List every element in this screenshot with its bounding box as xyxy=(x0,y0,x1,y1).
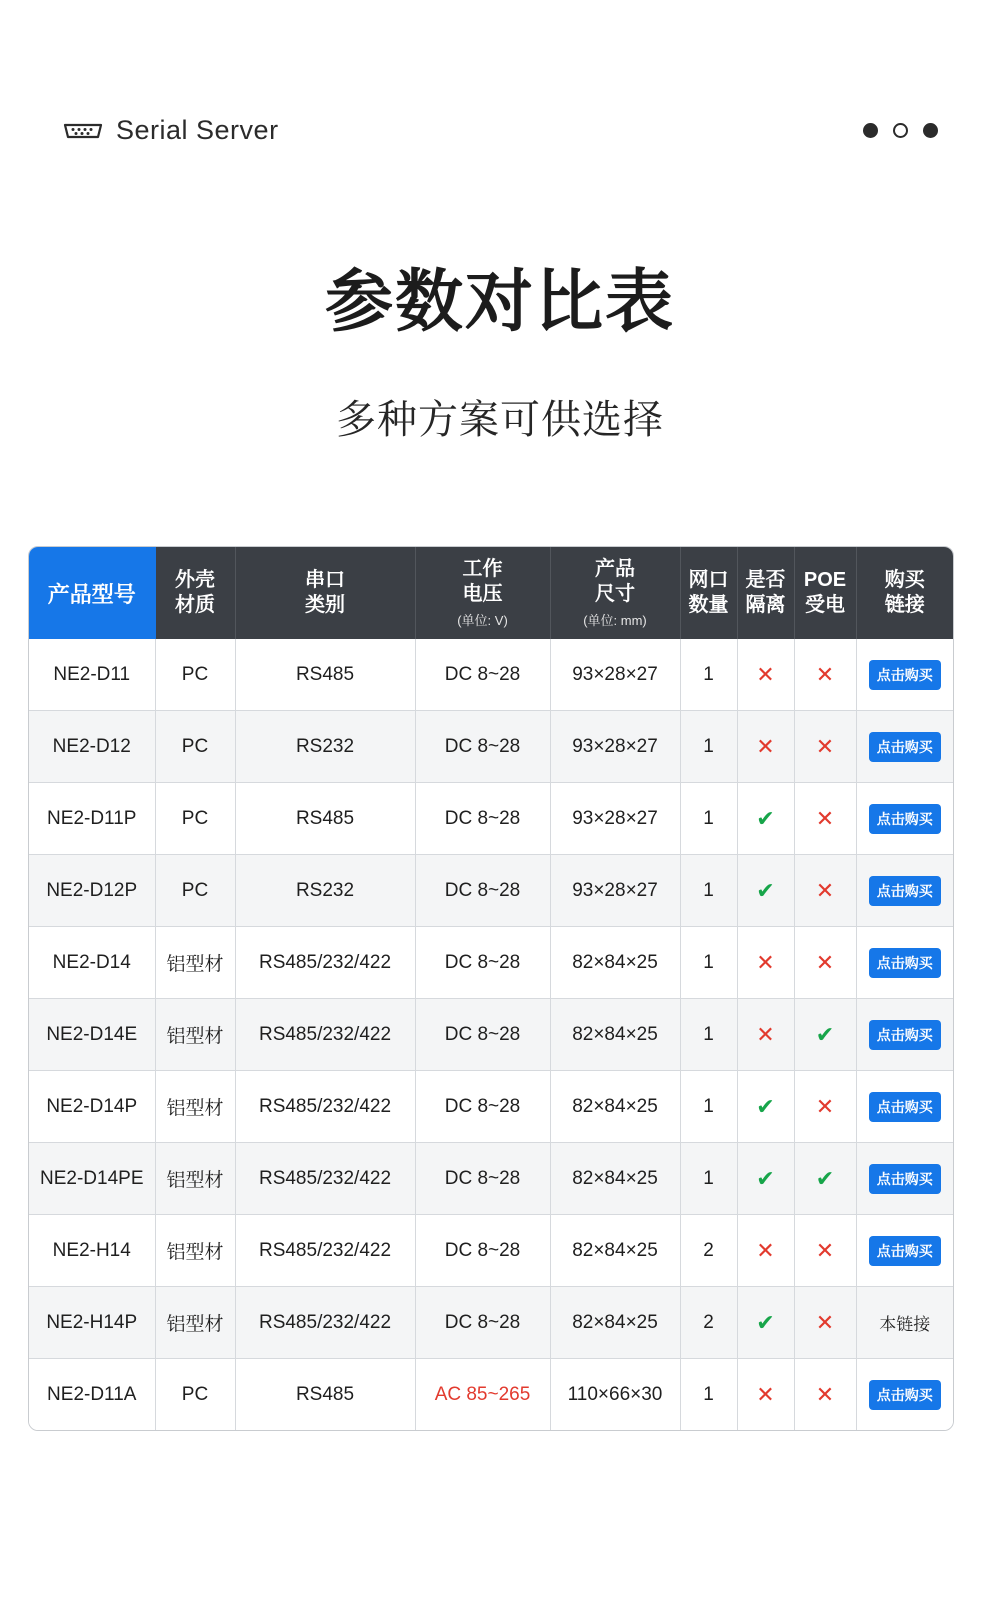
cell-poe xyxy=(794,1071,856,1143)
cell-voltage-text: DC 8~28 xyxy=(444,1023,521,1045)
cell-serial-type-text: RS485/232/422 xyxy=(258,1311,392,1333)
cell-serial-type xyxy=(235,855,415,927)
cell-poe-text: ✕ xyxy=(815,733,835,759)
cell-shell-text: 铝型材 xyxy=(166,1170,224,1191)
cell-ports xyxy=(680,1071,737,1143)
cell-model-text: NE2-D14P xyxy=(46,1095,138,1117)
cell-size-text: 93×28×27 xyxy=(572,663,658,685)
cell-isolation-text: ✔ xyxy=(756,1165,775,1191)
buy-button[interactable]: 点击购买 xyxy=(869,1164,941,1194)
cell-size xyxy=(550,999,680,1071)
buy-button[interactable]: 点击购买 xyxy=(869,948,941,978)
cell-buy[interactable] xyxy=(856,1071,953,1143)
cell-serial-type-text: RS232 xyxy=(295,735,355,757)
page-title: 参数对比表 xyxy=(324,264,675,340)
table-row xyxy=(29,1359,953,1431)
cell-model xyxy=(29,1071,155,1143)
cell-poe-text: ✕ xyxy=(815,1381,835,1407)
cell-voltage xyxy=(415,639,550,711)
header-ports: 网口 数量 xyxy=(680,547,737,639)
cell-model xyxy=(29,711,155,783)
cell-poe xyxy=(794,1143,856,1215)
table-row xyxy=(29,1287,953,1359)
cell-ports-text: 1 xyxy=(703,807,714,829)
cell-size xyxy=(550,639,680,711)
cell-serial-type-text: RS232 xyxy=(295,879,355,901)
cell-size xyxy=(550,1359,680,1431)
buy-button[interactable]: 点击购买 xyxy=(869,876,941,906)
header-buy-link: 购买 链接 xyxy=(856,547,953,639)
buy-button[interactable]: 点击购买 xyxy=(869,732,941,762)
cell-shell-text: PC xyxy=(181,1383,209,1405)
page-header xyxy=(0,100,1000,160)
cell-shell xyxy=(155,1287,235,1359)
dot-2 xyxy=(893,123,908,138)
cell-serial-type xyxy=(235,999,415,1071)
cell-isolation-text: ✔ xyxy=(756,1093,775,1119)
cell-size xyxy=(550,1143,680,1215)
cell-ports xyxy=(680,1287,737,1359)
cell-ports xyxy=(680,1215,737,1287)
cell-voltage xyxy=(415,1215,550,1287)
cell-poe xyxy=(794,1359,856,1431)
cell-shell-text: PC xyxy=(181,807,209,829)
serial-port-icon xyxy=(62,118,104,142)
cell-model xyxy=(29,783,155,855)
cell-isolation xyxy=(737,1359,794,1431)
cell-voltage-text: DC 8~28 xyxy=(444,1311,521,1333)
cell-serial-type-text: RS485 xyxy=(295,807,355,829)
cell-model-text: NE2-H14 xyxy=(52,1239,131,1261)
cell-poe xyxy=(794,999,856,1071)
cell-voltage xyxy=(415,999,550,1071)
cell-ports-text: 1 xyxy=(703,879,714,901)
cell-size-text: 93×28×27 xyxy=(572,735,658,757)
table-row xyxy=(29,999,953,1071)
cell-shell xyxy=(155,783,235,855)
cell-shell xyxy=(155,1143,235,1215)
cell-voltage xyxy=(415,783,550,855)
cell-model-text: NE2-D11 xyxy=(53,663,131,685)
cell-isolation xyxy=(737,1071,794,1143)
cell-shell xyxy=(155,999,235,1071)
cell-isolation xyxy=(737,639,794,711)
cell-serial-type xyxy=(235,1215,415,1287)
cell-ports-text: 1 xyxy=(703,1023,714,1045)
cell-model xyxy=(29,1215,155,1287)
cell-ports-text: 1 xyxy=(703,663,714,685)
cell-size xyxy=(550,1215,680,1287)
cell-serial-type xyxy=(235,1143,415,1215)
cell-size-text: 110×66×30 xyxy=(567,1383,663,1405)
cell-serial-type-text: RS485 xyxy=(295,663,355,685)
cell-isolation-text: ✕ xyxy=(756,661,775,687)
cell-size-text: 82×84×25 xyxy=(572,1239,658,1261)
cell-buy[interactable] xyxy=(856,1215,953,1287)
cell-ports-text: 1 xyxy=(703,951,714,973)
table-row xyxy=(29,783,953,855)
cell-model xyxy=(29,1287,155,1359)
cell-buy[interactable] xyxy=(856,927,953,999)
cell-voltage-text: DC 8~28 xyxy=(444,663,521,685)
cell-isolation xyxy=(737,855,794,927)
cell-poe xyxy=(794,1287,856,1359)
cell-model-text: NE2-D12P xyxy=(46,879,138,901)
cell-serial-type xyxy=(235,1359,415,1431)
cell-shell-text: PC xyxy=(181,663,209,685)
cell-poe xyxy=(794,783,856,855)
brand-title: Serial Server xyxy=(116,114,279,145)
dot-indicator xyxy=(863,123,938,138)
cell-size-text: 82×84×25 xyxy=(572,1311,658,1333)
cell-ports xyxy=(680,711,737,783)
cell-serial-type xyxy=(235,1071,415,1143)
cell-model xyxy=(29,1143,155,1215)
cell-shell xyxy=(155,1359,235,1431)
cell-serial-type-text: RS485/232/422 xyxy=(258,1023,392,1045)
cell-poe-text: ✕ xyxy=(815,661,835,687)
cell-size xyxy=(550,1287,680,1359)
table-header-row xyxy=(29,547,953,639)
cell-serial-type xyxy=(235,927,415,999)
cell-buy[interactable] xyxy=(856,639,953,711)
dot-3 xyxy=(923,123,938,138)
cell-poe xyxy=(794,1215,856,1287)
cell-isolation-text: ✕ xyxy=(756,1237,775,1263)
cell-buy[interactable] xyxy=(856,711,953,783)
cell-serial-type-text: RS485/232/422 xyxy=(258,1239,392,1261)
cell-poe-text: ✔ xyxy=(815,1165,835,1191)
cell-model-text: NE2-H14P xyxy=(46,1311,138,1333)
cell-buy[interactable] xyxy=(856,783,953,855)
cell-ports-text: 2 xyxy=(703,1239,714,1261)
cell-isolation-text: ✕ xyxy=(756,1381,775,1407)
header-size: 产品 尺寸 (单位: mm) xyxy=(550,547,680,639)
cell-serial-type-text: RS485/232/422 xyxy=(258,1167,392,1189)
cell-ports-text: 1 xyxy=(703,1383,714,1405)
cell-ports-text: 1 xyxy=(703,1167,714,1189)
cell-voltage-text: AC 85~265 xyxy=(434,1383,531,1405)
cell-ports-text: 2 xyxy=(703,1311,714,1333)
cell-serial-type xyxy=(235,711,415,783)
cell-shell xyxy=(155,711,235,783)
buy-button[interactable]: 点击购买 xyxy=(869,1092,941,1122)
comparison-table xyxy=(28,546,954,1431)
cell-model-text: NE2-D12 xyxy=(52,735,131,757)
cell-model-text: NE2-D14E xyxy=(46,1023,138,1045)
cell-poe-text: ✔ xyxy=(815,1021,835,1047)
cell-isolation xyxy=(737,1287,794,1359)
buy-button[interactable]: 点击购买 xyxy=(869,660,941,690)
cell-size-text: 93×28×27 xyxy=(572,879,658,901)
cell-shell xyxy=(155,1071,235,1143)
page-subtitle: 多种方案可供选择 xyxy=(336,398,664,442)
header-shell: 外壳 材质 xyxy=(155,547,235,639)
cell-isolation xyxy=(737,1143,794,1215)
cell-model xyxy=(29,927,155,999)
cell-poe-text: ✕ xyxy=(815,1309,835,1335)
header-poe: POE 受电 xyxy=(794,547,856,639)
cell-ports xyxy=(680,855,737,927)
cell-voltage-text: DC 8~28 xyxy=(444,879,521,901)
cell-size-text: 82×84×25 xyxy=(572,1023,658,1045)
header-isolation: 是否 隔离 xyxy=(737,547,794,639)
cell-voltage xyxy=(415,1143,550,1215)
cell-shell-text: 铝型材 xyxy=(166,1314,224,1335)
cell-isolation-text: ✔ xyxy=(756,1309,775,1335)
cell-shell xyxy=(155,1215,235,1287)
table-row xyxy=(29,1143,953,1215)
cell-voltage-text: DC 8~28 xyxy=(444,735,521,757)
cell-poe xyxy=(794,639,856,711)
cell-shell-text: 铝型材 xyxy=(166,1026,224,1047)
table-row xyxy=(29,855,953,927)
cell-serial-type xyxy=(235,1287,415,1359)
cell-shell-text: PC xyxy=(181,879,209,901)
table-row xyxy=(29,639,953,711)
brand xyxy=(62,115,279,146)
cell-voltage-text: DC 8~28 xyxy=(444,1167,521,1189)
cell-model-text: NE2-D14PE xyxy=(40,1167,144,1189)
buy-button[interactable]: 点击购买 xyxy=(869,1380,941,1410)
cell-model xyxy=(29,1359,155,1431)
cell-shell xyxy=(155,855,235,927)
cell-size xyxy=(550,783,680,855)
cell-poe xyxy=(794,711,856,783)
cell-ports-text: 1 xyxy=(703,735,714,757)
cell-ports xyxy=(680,783,737,855)
cell-shell xyxy=(155,639,235,711)
cell-voltage xyxy=(415,927,550,999)
cell-ports xyxy=(680,1359,737,1431)
cell-serial-type-text: RS485/232/422 xyxy=(258,1095,392,1117)
cell-poe-text: ✕ xyxy=(815,1237,835,1263)
cell-poe-text: ✕ xyxy=(815,949,835,975)
table-row xyxy=(29,927,953,999)
cell-isolation-text: ✔ xyxy=(756,877,775,903)
header-voltage: 工作 电压 (单位: V) xyxy=(415,547,550,639)
cell-shell-text: 铝型材 xyxy=(166,1098,224,1119)
cell-voltage xyxy=(415,1359,550,1431)
cell-ports xyxy=(680,927,737,999)
dot-1 xyxy=(863,123,878,138)
cell-voltage xyxy=(415,1071,550,1143)
cell-shell-text: 铝型材 xyxy=(166,1242,224,1263)
cell-shell-text: PC xyxy=(181,735,209,757)
cell-size xyxy=(550,711,680,783)
cell-poe-text: ✕ xyxy=(815,1093,835,1119)
table-row xyxy=(29,711,953,783)
cell-poe-text: ✕ xyxy=(815,877,835,903)
cell-model-text: NE2-D11P xyxy=(47,807,137,829)
cell-shell-text: 铝型材 xyxy=(166,954,224,975)
header-model: 产品型号 xyxy=(29,547,155,639)
cell-poe-text: ✕ xyxy=(815,805,835,831)
cell-voltage xyxy=(415,1287,550,1359)
cell-model xyxy=(29,999,155,1071)
cell-ports xyxy=(680,639,737,711)
cell-voltage xyxy=(415,711,550,783)
current-page-label: 本链接 xyxy=(879,1314,931,1334)
cell-size-text: 82×84×25 xyxy=(572,1095,658,1117)
cell-isolation xyxy=(737,927,794,999)
cell-poe xyxy=(794,855,856,927)
cell-voltage-text: DC 8~28 xyxy=(444,807,521,829)
buy-button[interactable]: 点击购买 xyxy=(869,1236,941,1266)
cell-size-text: 82×84×25 xyxy=(572,1167,658,1189)
cell-size xyxy=(550,1071,680,1143)
cell-buy xyxy=(856,1287,953,1359)
cell-voltage xyxy=(415,855,550,927)
cell-isolation xyxy=(737,999,794,1071)
cell-voltage-text: DC 8~28 xyxy=(444,951,521,973)
cell-isolation xyxy=(737,711,794,783)
header-serial-type: 串口 类别 xyxy=(235,547,415,639)
cell-serial-type xyxy=(235,639,415,711)
cell-isolation xyxy=(737,1215,794,1287)
table-row xyxy=(29,1215,953,1287)
cell-model xyxy=(29,855,155,927)
cell-poe xyxy=(794,927,856,999)
cell-size xyxy=(550,855,680,927)
cell-size xyxy=(550,927,680,999)
cell-model-text: NE2-D11A xyxy=(47,1383,137,1405)
cell-buy[interactable] xyxy=(856,1359,953,1431)
cell-model-text: NE2-D14 xyxy=(52,951,131,973)
cell-voltage-text: DC 8~28 xyxy=(444,1239,521,1261)
cell-size-text: 93×28×27 xyxy=(572,807,658,829)
cell-ports xyxy=(680,1143,737,1215)
buy-button[interactable]: 点击购买 xyxy=(869,1020,941,1050)
cell-serial-type-text: RS485/232/422 xyxy=(258,951,392,973)
cell-ports xyxy=(680,999,737,1071)
cell-model xyxy=(29,639,155,711)
cell-serial-type-text: RS485 xyxy=(295,1383,355,1405)
cell-isolation-text: ✕ xyxy=(756,1021,775,1047)
cell-shell xyxy=(155,927,235,999)
cell-isolation-text: ✕ xyxy=(756,733,775,759)
cell-buy[interactable] xyxy=(856,855,953,927)
cell-buy[interactable] xyxy=(856,999,953,1071)
cell-serial-type xyxy=(235,783,415,855)
cell-isolation xyxy=(737,783,794,855)
cell-isolation-text: ✔ xyxy=(756,805,775,831)
cell-voltage-text: DC 8~28 xyxy=(444,1095,521,1117)
cell-isolation-text: ✕ xyxy=(756,949,775,975)
cell-ports-text: 1 xyxy=(703,1095,714,1117)
cell-buy[interactable] xyxy=(856,1143,953,1215)
table-row xyxy=(29,1071,953,1143)
buy-button[interactable]: 点击购买 xyxy=(869,804,941,834)
cell-size-text: 82×84×25 xyxy=(572,951,658,973)
